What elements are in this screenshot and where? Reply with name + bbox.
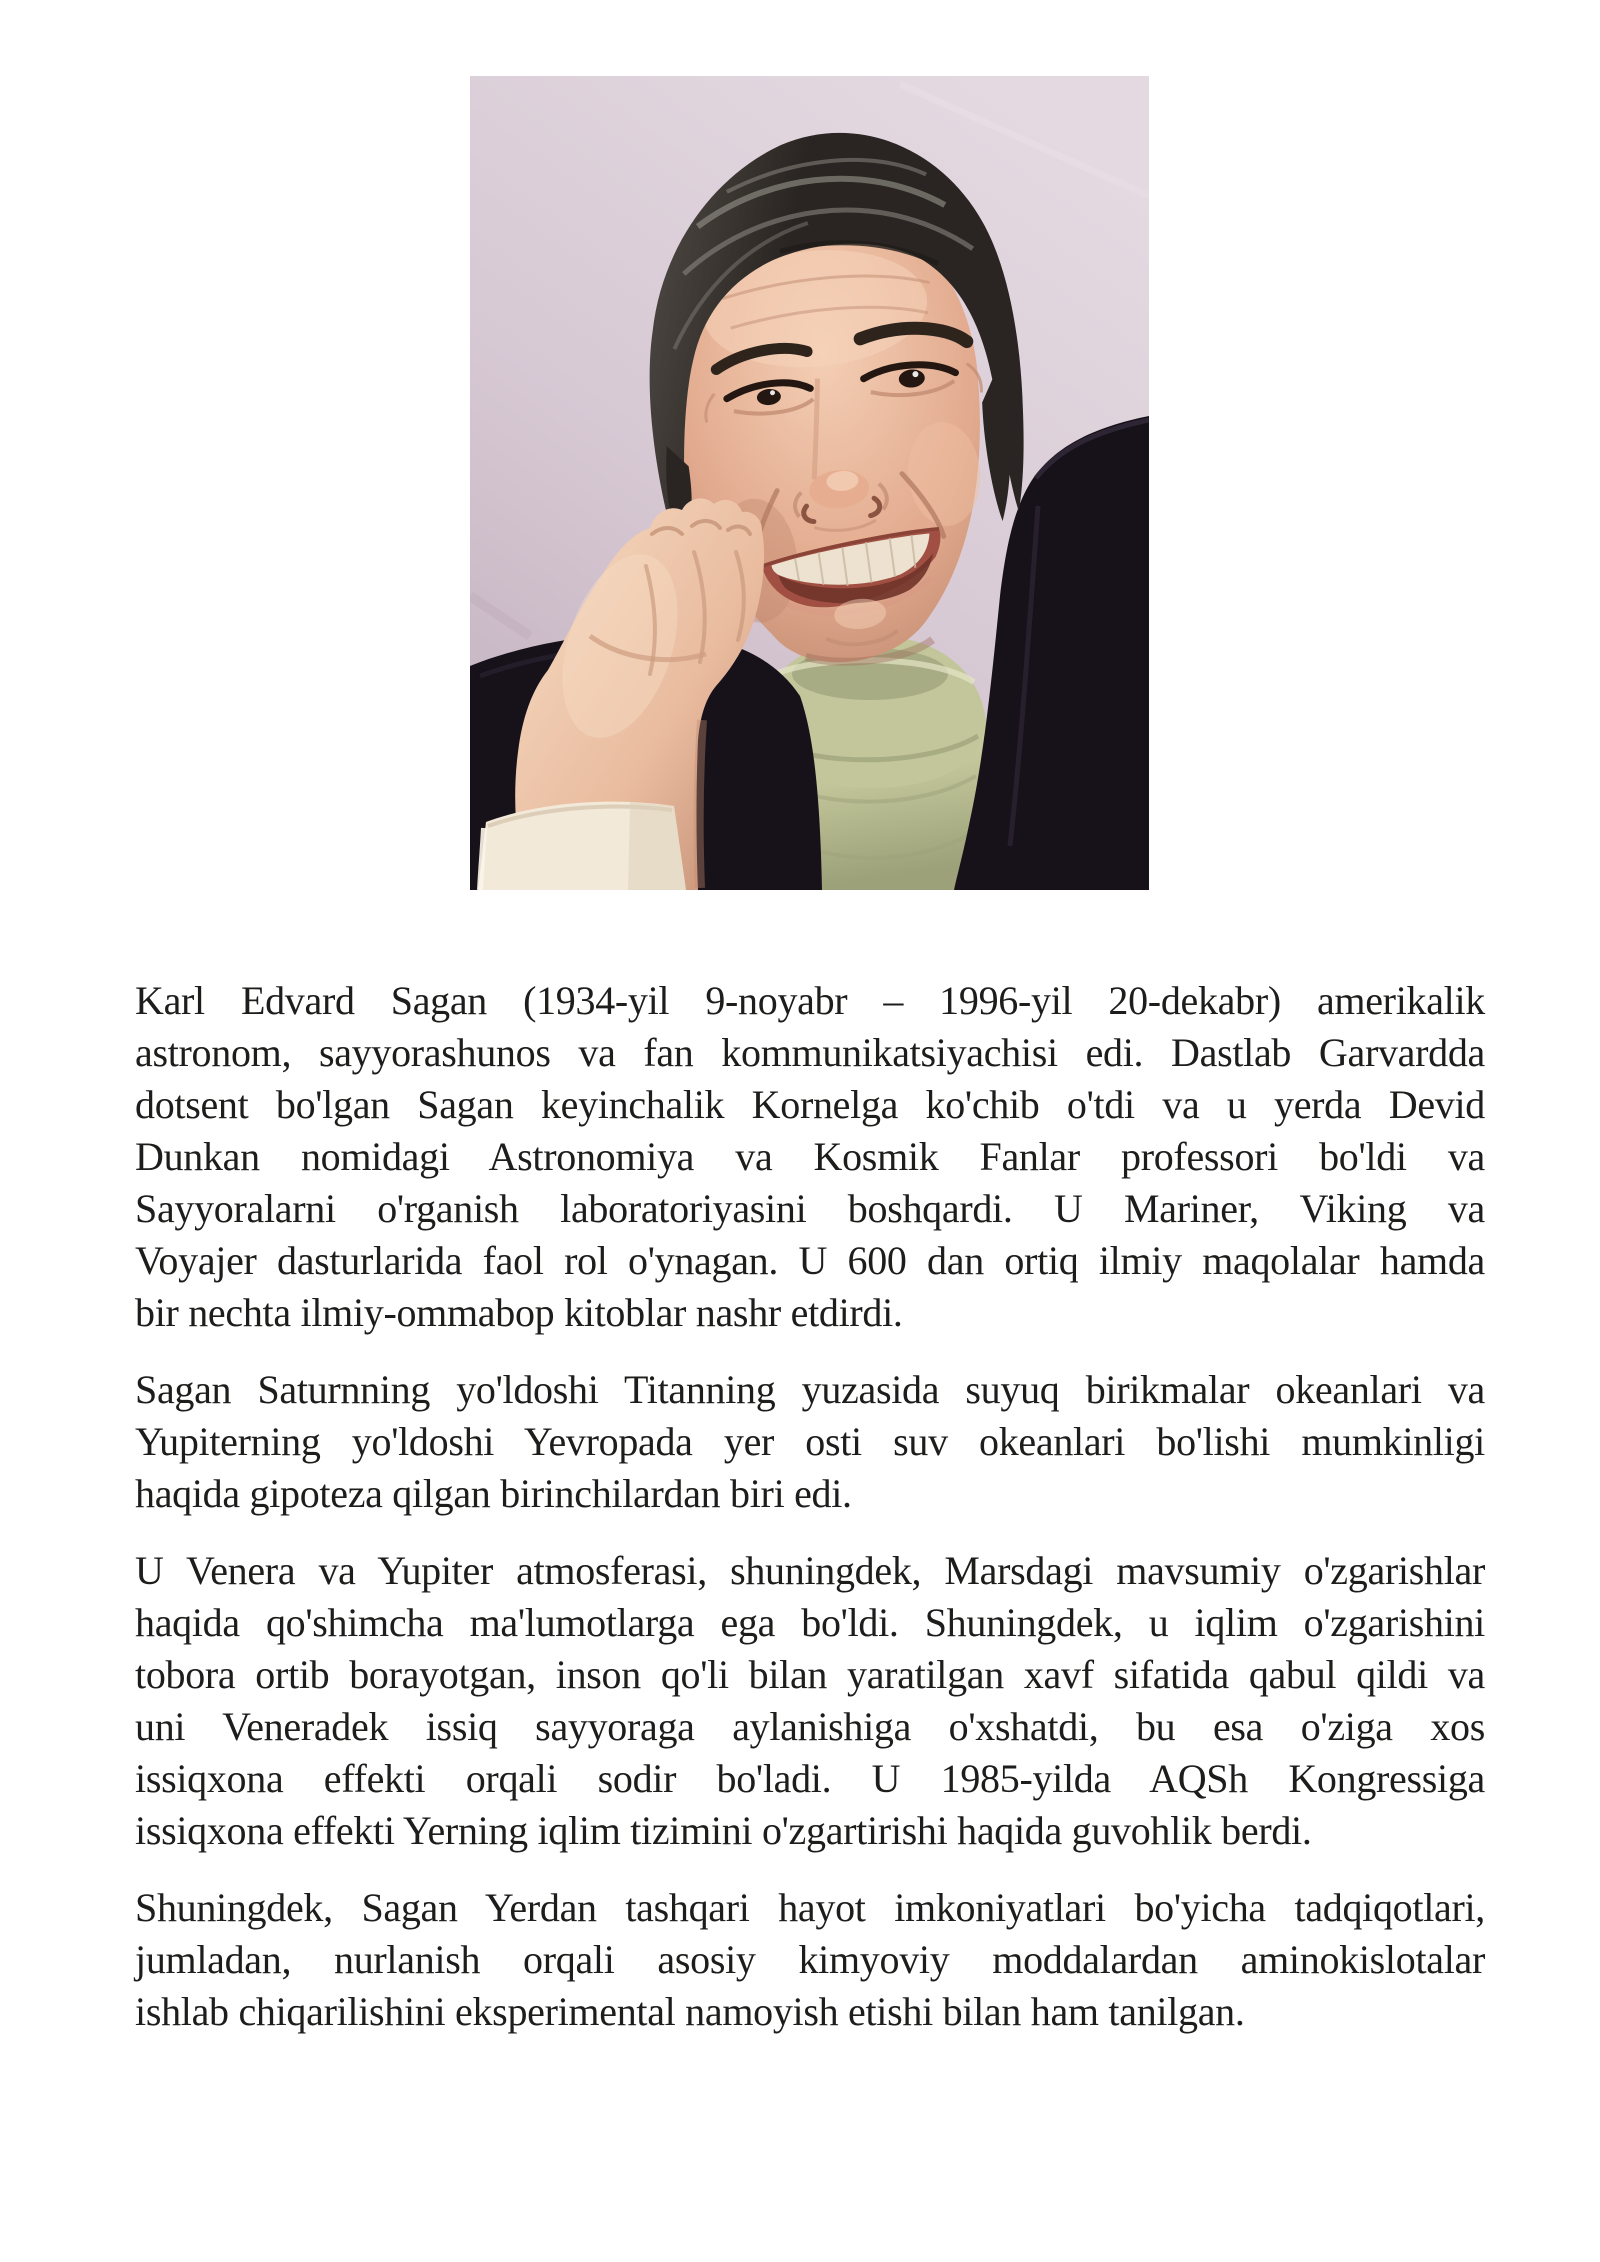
text-line: issiqxona effekti Yerning iqlim tizimini o'zgartirishi haqida guvohlik berdi. [135,1808,1312,1853]
text-line: Sayyoralarni o'rganish laboratoriyasini boshqardi. U Mariner, Viking va [135,1186,1485,1231]
text-line: tobora ortib borayotgan, inson qo'li bilan yaratilgan xavf sifatida qabul qildi va [135,1652,1485,1697]
text-line: Sagan Saturnning yo'ldoshi Titanning yuzasida suyuq birikmalar okeanlari va [135,1367,1485,1412]
paragraph [135,1364,1485,1520]
text-line: issiqxona effekti orqali sodir bo'ladi. U 1985-yilda AQSh Kongressiga [135,1756,1485,1801]
text-line: dotsent bo'lgan Sagan keyinchalik Kornelga ko'chib o'tdi va u yerda Devid [135,1082,1485,1127]
portrait-photo [470,76,1149,890]
shirt-cuff [478,802,686,890]
paragraph [135,975,1485,1339]
text-line: U Venera va Yupiter atmosferasi, shuningdek, Marsdagi mavsumiy o'zgarishlar [135,1548,1485,1593]
text-line: bir nechta ilmiy-ommabop kitoblar nashr etdirdi. [135,1290,903,1335]
text-line: Dunkan nomidagi Astronomiya va Kosmik Fanlar professori bo'ldi va [135,1134,1485,1179]
text-line: uni Veneradek issiq sayyoraga aylanishiga o'xshatdi, bu esa o'ziga xos [135,1704,1485,1749]
text-line: haqida gipoteza qilgan birinchilardan biri edi. [135,1471,852,1516]
text-line: Shuningdek, Sagan Yerdan tashqari hayot imkoniyatlari bo'yicha tadqiqotlari, [135,1885,1485,1930]
text-line: Yupiterning yo'ldoshi Yevropada yer osti suv okeanlari bo'lishi mumkinligi [135,1419,1485,1464]
karl-sagan-portrait-image [470,76,1149,890]
text-line: ishlab chiqarilishini eksperimental namoyish etishi bilan ham tanilgan. [135,1989,1245,2034]
text-line: jumladan, nurlanish orqali asosiy kimyoviy moddalardan aminokislotalar [135,1937,1485,1982]
text-line: Voyajer dasturlarida faol rol o'ynagan. U 600 dan ortiq ilmiy maqolalar hamda [135,1238,1485,1283]
text-line: Karl Edvard Sagan (1934-yil 9-noyabr – 1996-yil 20-dekabr) amerikalik [135,978,1485,1023]
text-line: haqida qo'shimcha ma'lumotlarga ega bo'ldi. Shuningdek, u iqlim o'zgarishini [135,1600,1485,1645]
text-line: astronom, sayyorashunos va fan kommunikatsiyachisi edi. Dastlab Garvardda [135,1030,1485,1075]
paragraph [135,1545,1485,1857]
article [135,975,1485,2063]
paragraph [135,1882,1485,2038]
